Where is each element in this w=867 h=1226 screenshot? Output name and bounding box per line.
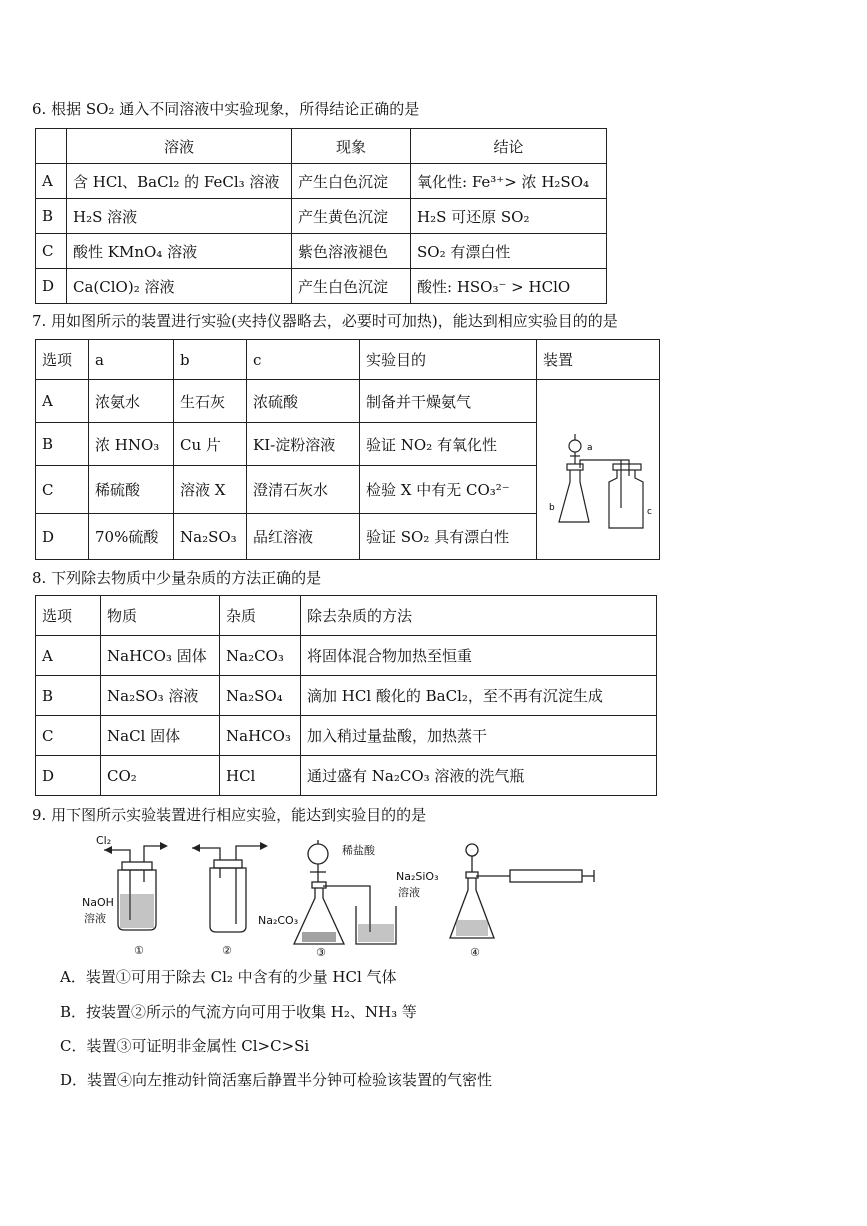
table-cell: 滴加 HCl 酸化的 BaCl₂，至不再有沉淀生成 <box>301 676 657 716</box>
table-cell: 检验 X 中有无 CO₃²⁻ <box>360 466 537 514</box>
table-cell: 将固体混合物加热至恒重 <box>301 636 657 676</box>
table-cell: D <box>36 269 67 304</box>
label-na2co3: Na₂CO₃ <box>258 914 299 927</box>
table-cell: 通过盛有 Na₂CO₃ 溶液的洗气瓶 <box>301 756 657 796</box>
table-cell: A <box>36 164 67 199</box>
table-cell: 溶液 X <box>174 466 247 514</box>
q9-stem: 9. 用下图所示实验装置进行相应实验，能达到实验目的的是 <box>32 806 427 824</box>
table-cell: 制备并干燥氨气 <box>360 380 537 423</box>
label-cl2: Cl₂ <box>96 834 112 847</box>
label-apparatus-1: ① <box>134 944 144 957</box>
table-cell: C <box>36 716 101 756</box>
apparatus-cell <box>537 380 660 560</box>
table-row <box>36 234 607 269</box>
table-row <box>36 129 607 164</box>
table-cell: SO₂ 有漂白性 <box>411 234 607 269</box>
table-cell: 验证 NO₂ 有氧化性 <box>360 423 537 466</box>
table-header-cell <box>36 129 67 164</box>
table-header-cell: a <box>89 340 174 380</box>
table-cell: KI-淀粉溶液 <box>247 423 360 466</box>
table-cell: D <box>36 514 89 560</box>
q9-option-b: B．按装置②所示的气流方向可用于收集 H₂、NH₃ 等 <box>60 1003 417 1021</box>
table-cell: 酸性: HSO₃⁻ > HClO <box>411 269 607 304</box>
table-cell: 酸性 KMnO₄ 溶液 <box>67 234 292 269</box>
table-row <box>36 199 607 234</box>
table-cell: 澄清石灰水 <box>247 466 360 514</box>
figure-label-b: b <box>549 502 555 513</box>
table-row <box>36 636 657 676</box>
table-cell: B <box>36 199 67 234</box>
table-cell: 加入稍过量盐酸，加热蒸干 <box>301 716 657 756</box>
q9-option-d: D．装置④向左推动针筒活塞后静置半分钟可检验该装置的气密性 <box>60 1071 493 1089</box>
apparatus-figure <box>537 398 657 538</box>
label-apparatus-2: ② <box>222 944 232 957</box>
table-cell: NaHCO₃ 固体 <box>101 636 220 676</box>
table-header-cell: c <box>247 340 360 380</box>
table-row <box>36 716 657 756</box>
table-header-cell: 现象 <box>292 129 411 164</box>
table-row <box>36 756 657 796</box>
table-cell: 浓 HNO₃ <box>89 423 174 466</box>
table-header-cell: 选项 <box>36 596 101 636</box>
q9-option-c: C．装置③可证明非金属性 Cl>C>Si <box>60 1037 310 1055</box>
table-header-cell: 选项 <box>36 340 89 380</box>
q7-table <box>35 339 660 560</box>
table-row <box>36 380 660 423</box>
table-header-cell: 溶液 <box>67 129 292 164</box>
table-cell: 稀硫酸 <box>89 466 174 514</box>
label-apparatus-4: ④ <box>470 946 480 959</box>
label-naoh: NaOH <box>82 896 114 909</box>
table-cell: Na₂CO₃ <box>220 636 301 676</box>
table-cell: Na₂SO₄ <box>220 676 301 716</box>
table-cell: Na₂SO₃ <box>174 514 247 560</box>
table-cell: B <box>36 423 89 466</box>
table-header-cell: 实验目的 <box>360 340 537 380</box>
table-cell: 品红溶液 <box>247 514 360 560</box>
table-header-cell: b <box>174 340 247 380</box>
table-cell: 浓硫酸 <box>247 380 360 423</box>
table-cell: 浓氨水 <box>89 380 174 423</box>
table-cell: Cu 片 <box>174 423 247 466</box>
table-cell: C <box>36 466 89 514</box>
table-cell: H₂S 可还原 SO₂ <box>411 199 607 234</box>
figure-label-a: a <box>587 442 593 453</box>
q9-apparatus-figure <box>80 832 600 960</box>
q6-table <box>35 128 607 304</box>
figure-label-c: c <box>647 506 652 517</box>
q6-stem: 6. 根据 SO₂ 通入不同溶液中实验现象，所得结论正确的是 <box>32 100 420 118</box>
label-na2sio3: Na₂SiO₃ <box>396 870 439 883</box>
q8-stem: 8. 下列除去物质中少量杂质的方法正确的是 <box>32 569 322 587</box>
table-cell: 70%硫酸 <box>89 514 174 560</box>
q7-stem: 7. 用如图所示的装置进行实验(夹持仪器略去，必要时可加热)，能达到相应实验目的的是 <box>32 312 618 330</box>
table-cell: 产生黄色沉淀 <box>292 199 411 234</box>
table-cell: 紫色溶液褪色 <box>292 234 411 269</box>
table-cell: Na₂SO₃ 溶液 <box>101 676 220 716</box>
table-cell: NaHCO₃ <box>220 716 301 756</box>
table-header-cell: 除去杂质的方法 <box>301 596 657 636</box>
table-row <box>36 269 607 304</box>
table-cell: A <box>36 636 101 676</box>
table-row <box>36 164 607 199</box>
table-cell: NaCl 固体 <box>101 716 220 756</box>
table-cell: Ca(ClO)₂ 溶液 <box>67 269 292 304</box>
q9-option-a: A．装置①可用于除去 Cl₂ 中含有的少量 HCl 气体 <box>60 968 397 986</box>
label-apparatus-3: ③ <box>316 946 326 959</box>
table-row <box>36 676 657 716</box>
table-cell: C <box>36 234 67 269</box>
table-cell: B <box>36 676 101 716</box>
table-header-cell: 结论 <box>411 129 607 164</box>
table-cell: 验证 SO₂ 具有漂白性 <box>360 514 537 560</box>
label-solution-3: 溶液 <box>398 886 420 899</box>
table-row <box>36 340 660 380</box>
label-solution-1: 溶液 <box>84 912 106 925</box>
table-cell: 氧化性: Fe³⁺> 浓 H₂SO₄ <box>411 164 607 199</box>
table-cell: D <box>36 756 101 796</box>
table-cell: 含 HCl、BaCl₂ 的 FeCl₃ 溶液 <box>67 164 292 199</box>
table-cell: CO₂ <box>101 756 220 796</box>
q8-table <box>35 595 657 796</box>
table-cell: 产生白色沉淀 <box>292 164 411 199</box>
label-dilute-hcl: 稀盐酸 <box>342 844 375 857</box>
table-cell: H₂S 溶液 <box>67 199 292 234</box>
table-cell: 产生白色沉淀 <box>292 269 411 304</box>
table-cell: 生石灰 <box>174 380 247 423</box>
table-cell: HCl <box>220 756 301 796</box>
table-cell: A <box>36 380 89 423</box>
table-row <box>36 596 657 636</box>
table-header-cell: 物质 <box>101 596 220 636</box>
table-header-cell: 杂质 <box>220 596 301 636</box>
table-header-cell: 装置 <box>537 340 660 380</box>
